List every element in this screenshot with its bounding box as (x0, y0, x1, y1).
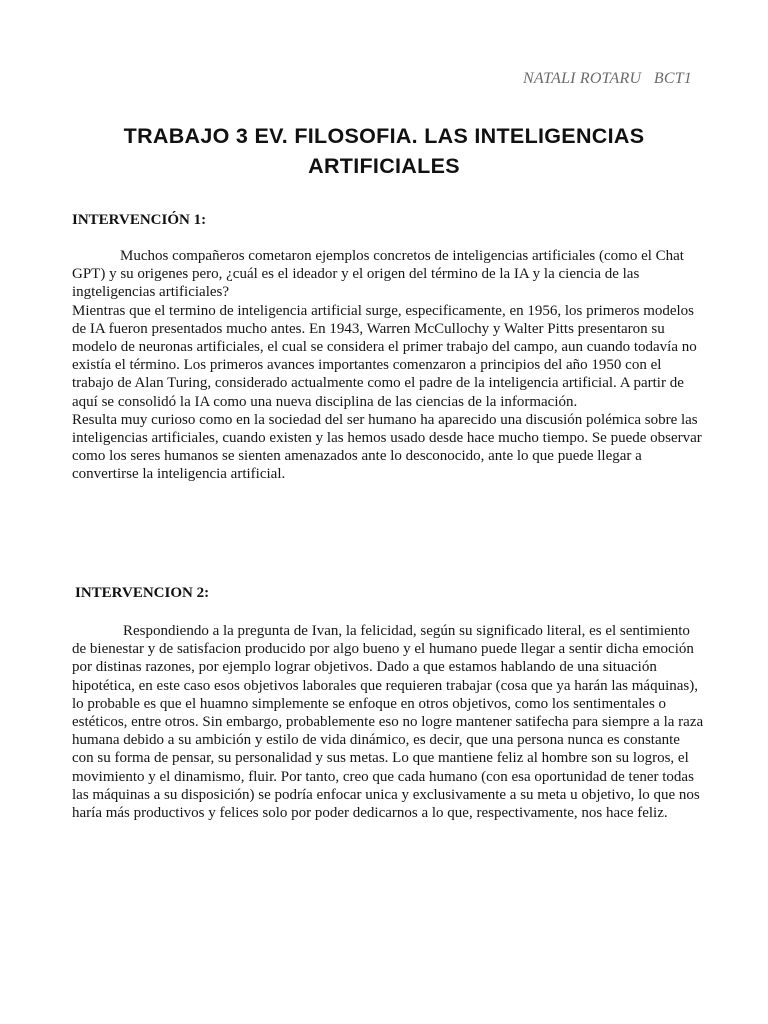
section-1-body (72, 247, 704, 484)
section-2-paragraph-1: Respondiendo a la pregunta de Ivan, la felicidad, según su significado literal, es el sentimiento de bienestar y de satisfacion producido por algo bueno y el humano puede llegar a sentir dicha emoción por distinas razones, por ejemplo lograr objetivos. Dado a que estamos hablando de una situación hipotética, en este caso esos objetivos laborales que requieren trabajar (cosa que ya harán las máquinas), lo probable es que el huamno simplemente se enfoque en otros objetivos, como los sentimentales o estéticos, entre otros. Sin embargo, probablemente eso no logre mantener satifecha para siempre a la raza humana debido a su ambición y estilo de vida dinámico, es decir, que una persona nunca es constante con su forma de pensar, su personalidad y sus metas. Lo que mantiene feliz al hombre son su logros, el movimiento y el dinamismo, fluir. Por tanto, creo que cada humano (con esa oportunidad de tener todas las máquinas a su disposición) se podría enfocar unica y exclusivamente a su meta u objetivo, lo que nos haría más productivos y felices solo por poder dedicarnos a lo que, respectivamente, nos hace feliz. (72, 623, 704, 822)
section-2-body (72, 622, 704, 822)
title-line-2: ARTIFICIALES (308, 154, 460, 178)
document-title (40, 121, 728, 181)
author-name: NATALI ROTARU BCT1 (522, 70, 692, 87)
title-line-1: TRABAJO 3 EV. FILOSOFIA. LAS INTELIGENCIAS (123, 124, 645, 148)
section-2-heading: INTERVENCION 2: (75, 585, 210, 601)
section-1-paragraph-3: Resulta muy curioso como en la sociedad del ser humano ha aparecido una discusión polémica sobre las inteligencias artificiales, cuando existen y las hemos usado desde hace mucho tiempo. Se puede observar como los seres humanos se sienten amenazados ante lo desconocido, ante lo que puede llegar a convertirse la inteligencia artificial. (72, 411, 702, 483)
section-1-paragraph-2: Mientras que el termino de inteligencia artificial surge, especificamente, en 1956, los primeros modelos de IA fueron presentados mucho antes. En 1943, Warren McCullochy y Walter Pitts presentaron su modelo de neuronas artificiales, el cual se considera el primer trabajo del campo, aun cuando todavía no existía el término. Los primeros avances importantes comenzaron a principios del año 1950 con el trabajo de Alan Turing, considerado actualmente como el padre de la inteligencia artificial. A partir de aquí se consolidó la IA como una nueva disciplina de las ciencias de la información. (72, 302, 697, 410)
section-1-heading: INTERVENCIÓN 1: (72, 212, 207, 228)
section-1-paragraph-1: Muchos compañeros cometaron ejemplos concretos de inteligencias artificiales (como el Chat GPT) y su origenes pero, ¿cuál es el ideador y el origen del término de la IA y la ciencia de las ingteligencias artificiales? (72, 248, 684, 301)
